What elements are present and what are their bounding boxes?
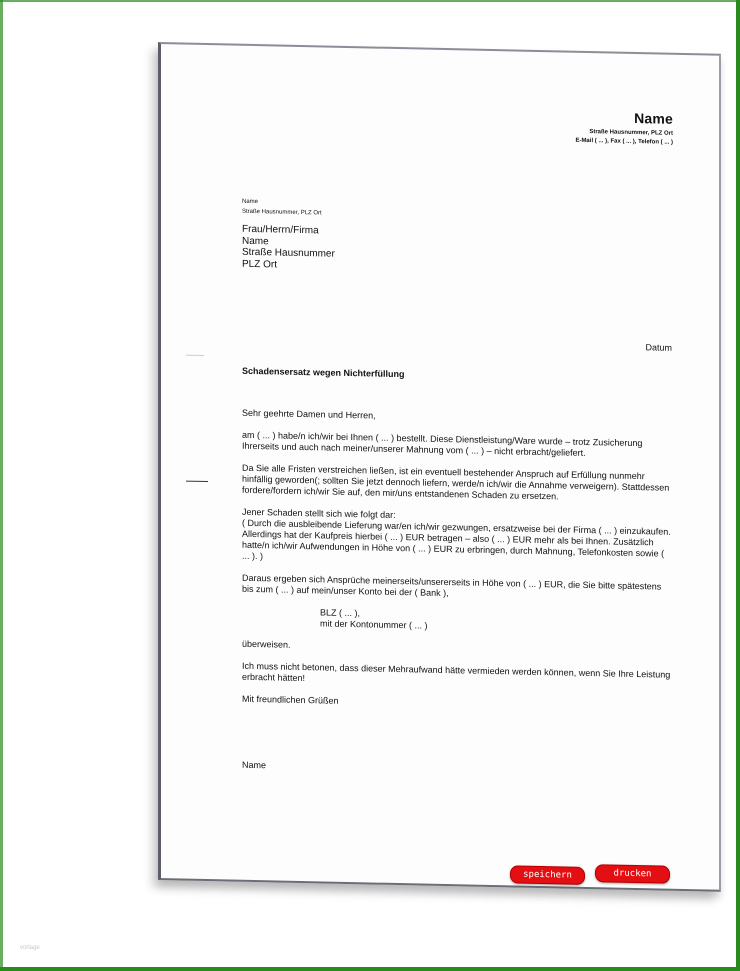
frame-top [0, 0, 740, 2]
paragraph: Ich muss nicht betonen, dass dieser Mehraufwand hätte vermieden werden können, wenn Sie Ihre Leistung erbracht hätten! [242, 660, 671, 684]
paragraph: am ( ... ) habe/n ich/wir bei Ihnen ( ... ) bestellt. Diese Dienstleistung/Ware wurde – trotz Zusicherung Ihrerseits und auch nach meiner/unserer Mahnung vom ( ... ) – nicht erbracht/geliefert. [242, 429, 643, 458]
bank-code: BLZ ( ... ), [320, 607, 361, 619]
return-name: Name [242, 198, 259, 206]
subject-line: Schadensersatz wegen Nichterfüllung [242, 365, 405, 380]
save-button[interactable]: speichern [510, 865, 585, 885]
recipient-line: Frau/Herrn/Firma [242, 223, 319, 237]
date: Datum [645, 342, 672, 353]
sender-name: Name [634, 109, 673, 127]
paragraph: ( Durch die ausbleibende Lieferung war/en ich/wir gezwungen, ersatzweise bei der Firma ( ... ) einzukaufen. Allerdings hat der Kaufpreis hierbei ( ... ) EUR betragen – also ( ... ) EUR mehr als bei Ihnen. Zusätzlich hatte/n ich/wir Aufwendungen in Höhe von ( ... ) EUR zu erbringen, durch Mahnung, Telefonkosten sowie ( ... ). ) [242, 517, 671, 562]
frame-bottom [0, 967, 740, 971]
frame-left [0, 0, 3, 971]
sender-block [575, 109, 673, 146]
watermark: vorlage [20, 945, 40, 951]
paragraph: überweisen. [242, 638, 291, 650]
recipient-line: Name [242, 235, 269, 247]
account-number: mit der Kontonummer ( ... ) [320, 618, 428, 631]
signature-name: Name [242, 759, 267, 771]
return-address [242, 197, 322, 219]
salutation: Sehr geehrte Damen und Herren, [242, 407, 376, 421]
sender-contact: E-Mail ( ... ), Fax ( ... ), Telefon ( ... ) [575, 137, 673, 146]
paragraph: Da Sie alle Fristen verstreichen ließen, ist ein eventuell bestehender Anspruch auf Erfüllung nunmehr hinfällig geworden(; sollten Sie jetzt dennoch liefern, werde/n ich/wir die Annahme verweigern). Stattdessen fordere/fordern ich/wir Sie auf, den mir/uns entstandenen Schaden zu ersetzen. [242, 462, 670, 502]
closing: Mit freundlichen Grüßen [242, 693, 339, 706]
letter-body [242, 408, 672, 725]
sender-address: Straße Hausnummer, PLZ Ort [589, 129, 673, 137]
print-button[interactable]: drucken [595, 864, 670, 884]
recipient-line: PLZ Ort [242, 258, 278, 271]
frame-right [736, 0, 740, 971]
letter-document [158, 42, 721, 892]
recipient-block [242, 224, 335, 272]
paragraph: Jener Schaden stellt sich wie folgt dar: [242, 506, 396, 520]
letter-content [242, 44, 672, 891]
return-street: Straße Hausnummer, PLZ Ort [242, 208, 322, 217]
recipient-line: Straße Hausnummer [242, 246, 335, 260]
paragraph: Daraus ergeben sich Ansprüche meinerseits/unsererseits in Höhe von ( ... ) EUR, die Sie bitte spätestens bis zum ( ... ) auf mein/unser Konto bei der ( Bank ), [242, 572, 662, 599]
